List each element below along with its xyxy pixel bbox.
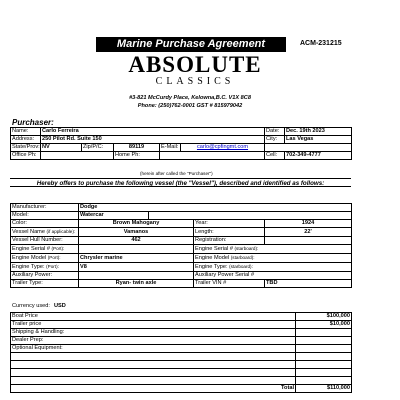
color-value: Brown Mahogany [79, 220, 194, 228]
price-value: $10,000 [296, 321, 352, 329]
email-value [181, 144, 265, 152]
price-value: $100,000 [296, 313, 352, 321]
engine-model-port-label: Engine Model [12, 255, 47, 261]
model-label: Model: [11, 212, 79, 220]
price-label: Optional Equipment: [11, 345, 296, 353]
vessel-row-manufacturer [11, 204, 352, 212]
model-value: Watercar [79, 212, 149, 220]
length-value: 22' [265, 228, 352, 237]
document-number: ACM-231215 [300, 40, 342, 47]
year-value: 1924 [265, 220, 352, 228]
trailer-vin-label: Trailer VIN # [194, 280, 265, 288]
port-note: (Port): [46, 264, 59, 269]
aux-power-value [79, 272, 194, 280]
address-value: 250 Pilot Rd. Suite 150 [41, 136, 265, 144]
aux-serial-label: Auxiliary Power Serial # [194, 272, 352, 280]
cell-label: Cell: [265, 152, 285, 160]
city-value: Las Vegas [285, 136, 352, 144]
vessel-row-hull [11, 237, 352, 245]
vessel-row-engine-type [11, 263, 352, 272]
document-title: Marine Purchase Agreement [96, 37, 286, 52]
city-label: City: [265, 136, 285, 144]
price-row [11, 329, 352, 337]
stbd-note: (starboard): [229, 264, 253, 269]
engine-serial-port-value [79, 245, 194, 254]
vessel-row-model [11, 212, 352, 220]
herein-note: (herein after called the "Purchaser") [140, 171, 213, 176]
price-label: Boat Price [11, 313, 296, 321]
engine-model-stbd-label: Engine Model [195, 255, 230, 261]
manufacturer-label: Manufacturer: [11, 204, 79, 212]
manufacturer-value: Dodge [79, 204, 352, 212]
purchaser-table [10, 127, 352, 160]
date-value: Dec. 19th 2023 [285, 128, 352, 136]
cell-value: 702-349-4777 [285, 152, 352, 160]
vessel-row-engine-model [11, 254, 352, 263]
vessel-name-value: Vamanos [79, 228, 194, 237]
home-phone-label: Home Ph: [114, 152, 160, 160]
stbd-note: (starboard): [234, 246, 259, 251]
length-label: Length: [194, 228, 265, 237]
price-label: Shipping & Handling: [11, 329, 296, 337]
office-phone-value [41, 152, 114, 160]
trailer-type-value: Ryan- twin axle [79, 280, 194, 288]
registration-value [265, 237, 352, 245]
total-row [11, 385, 352, 393]
engine-serial-stbd-label: Engine Serial # [195, 246, 233, 252]
engine-type-stbd-cell [194, 263, 352, 272]
color-label: Color: [11, 220, 79, 228]
price-row [11, 345, 352, 353]
trailer-vin-value: TBD [265, 280, 352, 288]
currency-label: Currency used: [12, 303, 50, 309]
price-label: Trailer price [11, 321, 296, 329]
vessel-table [10, 203, 352, 288]
vessel-row-trailer [11, 280, 352, 288]
state-label: State/Prov: [12, 144, 40, 150]
zip-value: 89119 [114, 144, 160, 152]
engine-type-port-value: V8 [79, 263, 194, 272]
price-label: Dealer Prep: [11, 337, 296, 345]
name-label: Name: [11, 128, 41, 136]
price-value [296, 337, 352, 345]
email-link[interactable]: carlo@cpfingmt.com [196, 144, 249, 150]
engine-model-port-label-cell [11, 254, 79, 263]
purchaser-row-phone [11, 152, 352, 160]
pricing-table [10, 312, 352, 393]
blank-row [11, 361, 352, 369]
trailer-type-label: Trailer Type: [11, 280, 79, 288]
zip-label: Zip/P/C: [82, 144, 114, 152]
address-line: #3-821 McCurdy Place, Kelowna,B.C. V1X 8C8 [129, 95, 251, 101]
logo-sub-text: CLASSICS [155, 76, 235, 87]
state-row-spacer [265, 144, 352, 152]
name-value: Carlo Ferreira [41, 128, 265, 136]
logo-main-text: ABSOLUTE [128, 52, 262, 77]
currency-line [12, 303, 66, 309]
aux-power-label: Auxiliary Power: [11, 272, 79, 280]
vessel-row-aux [11, 272, 352, 280]
price-value [296, 329, 352, 337]
registration-label: Registration: [194, 237, 265, 245]
price-row [11, 321, 352, 329]
vessel-name-note: (if applicable): [46, 229, 76, 234]
stbd-note: (starboard): [230, 255, 255, 260]
engine-serial-port-label: Engine Serial # [12, 246, 50, 252]
offer-statement: Hereby offers to purchase the following vessel (the "Vessel"), described and identified as follows: [10, 178, 351, 187]
purchaser-heading: Purchaser: [12, 118, 54, 127]
vessel-name-label-cell [11, 228, 79, 237]
engine-model-port-value: Chrysler marine [79, 254, 194, 263]
company-address [90, 94, 290, 110]
purchaser-row-state [11, 144, 352, 152]
engine-type-stbd-label: Engine Type: [195, 264, 228, 270]
engine-type-port-label-cell [11, 263, 79, 272]
engine-serial-stbd-cell [194, 245, 352, 254]
purchaser-row-address [11, 136, 352, 144]
hull-value: 462 [79, 237, 194, 245]
currency-value: USD [53, 303, 66, 309]
blank-row [11, 369, 352, 377]
price-value [296, 345, 352, 353]
phone-line: Phone: (250)762-0001 GST # 815979042 [137, 103, 243, 109]
blank-row [11, 353, 352, 361]
date-label: Date: [265, 128, 285, 136]
year-label: Year: [194, 220, 265, 228]
price-row [11, 313, 352, 321]
vessel-row-color [11, 220, 352, 228]
engine-model-stbd-cell [194, 254, 352, 263]
total-label: Total [11, 385, 296, 393]
hull-label: Vessel Hull Number: [11, 237, 79, 245]
model-row-spacer [149, 212, 352, 220]
address-label: Address: [11, 136, 41, 144]
total-value: $110,000 [296, 385, 352, 393]
company-logo [120, 54, 270, 87]
state-value: NV [41, 144, 82, 152]
price-row [11, 337, 352, 345]
purchaser-row-name [11, 128, 352, 136]
engine-type-port-label: Engine Type: [12, 264, 45, 270]
engine-serial-port-label-cell [11, 245, 79, 254]
port-note: (Port): [47, 255, 61, 260]
home-phone-value [160, 152, 265, 160]
vessel-row-name [11, 228, 352, 237]
office-phone-label: Office Ph: [11, 152, 41, 160]
vessel-row-engine-serial [11, 245, 352, 254]
vessel-name-label: Vessel Name [12, 229, 45, 235]
email-label: E-Mail: [160, 144, 181, 152]
blank-row [11, 377, 352, 385]
port-note: (Port): [51, 246, 65, 251]
